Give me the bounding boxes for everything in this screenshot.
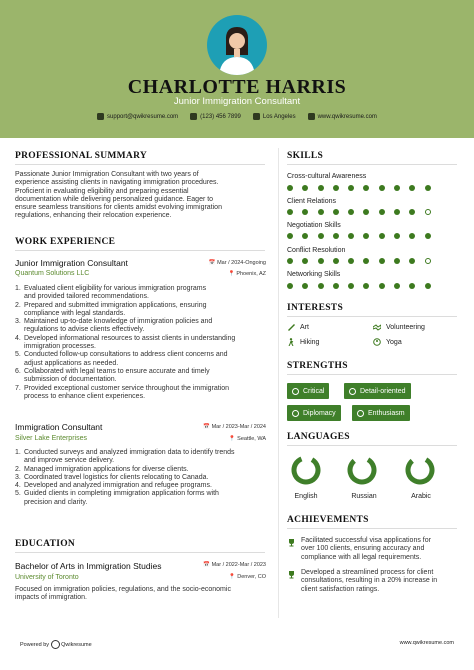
education-heading: EDUCATION [15, 539, 76, 549]
summary-text: Passionate Junior Immigration Consultant with two years of experience assisting clients in navigating immigration procedures. Proficient in evaluating eligibility and preparing essential documentation while delivering personalized guidance. Eager to ensure seamless transitions for clients amidst evolving immigration regulations, enhancing their relocation experience. [15, 171, 222, 220]
skill-dot-filled [379, 233, 385, 239]
experience-heading: WORK EXPERIENCE [15, 237, 116, 247]
list-item: 3. Coordinated travel logistics for clients relocating to Canada. [15, 473, 209, 481]
skill-dot-filled [302, 283, 308, 289]
skill-dot-filled [394, 233, 400, 239]
skill-dot-filled [318, 233, 324, 239]
divider [287, 445, 457, 446]
divider [287, 528, 457, 529]
brand-link[interactable]: Qwikresume [61, 641, 92, 648]
skill-dot-filled [333, 233, 339, 239]
skill-dot-filled [394, 185, 400, 191]
globe-icon [308, 113, 315, 120]
column-divider [278, 148, 279, 618]
interest-art: Art [287, 323, 309, 331]
footer-powered: Powered by Qwikresume [20, 641, 92, 648]
job-company: Silver Lake Enterprises [15, 435, 87, 442]
header-band [0, 0, 474, 138]
strengths-heading: STRENGTHS [287, 361, 348, 371]
qwikresume-logo-icon [51, 640, 60, 649]
skill-dot-filled [333, 283, 339, 289]
skill-dot-filled [409, 283, 415, 289]
language-label: Russian [351, 493, 377, 500]
contact-website[interactable]: www.qwikresume.com [308, 113, 377, 120]
job-location: 📍 Seattle, WA [228, 436, 266, 442]
skill-dot-filled [425, 233, 431, 239]
list-item: 1. Conducted surveys and analyzed immigration data to identify trends and improve service delivery. [15, 449, 235, 465]
skill-dot-empty [425, 209, 431, 215]
skill-dot-filled [379, 185, 385, 191]
job-dates: 📅 Mar / 2023-Mar / 2024 [203, 424, 266, 430]
brush-icon [287, 323, 295, 331]
list-item: 4. Developed and analyzed immigration and refugee programs. [15, 482, 212, 490]
divider [15, 552, 265, 553]
skill-rating [287, 258, 431, 264]
skill-label: Networking Skills [287, 271, 341, 278]
trophy-icon [287, 538, 296, 547]
skill-dot-filled [363, 233, 369, 239]
skill-dot-filled [302, 209, 308, 215]
summary-heading: PROFESSIONAL SUMMARY [15, 151, 148, 161]
strength-chip: Critical [287, 383, 329, 399]
handshake-icon [373, 323, 381, 331]
phone-icon [190, 113, 197, 120]
skill-dot-filled [302, 233, 308, 239]
handshake-icon [292, 410, 299, 417]
skills-heading: SKILLS [287, 151, 324, 161]
job-bullets [15, 285, 277, 401]
strength-chip: Detail-oriented [344, 383, 411, 399]
trophy-icon [287, 570, 296, 579]
skill-dot-filled [394, 283, 400, 289]
skill-dot-filled [287, 258, 293, 264]
skill-dot-filled [348, 233, 354, 239]
skill-dot-filled [302, 258, 308, 264]
interest-hiking: Hiking [287, 338, 319, 346]
job-title: Immigration Consultant [15, 422, 103, 432]
skill-rating [287, 283, 431, 289]
skill-dot-filled [409, 209, 415, 215]
education-desc: Focused on immigration policies, regulations, and the socio-economic impacts of immigration. [15, 586, 231, 602]
language-ring [347, 455, 377, 485]
skill-dot-filled [333, 258, 339, 264]
list-icon [349, 388, 356, 395]
skill-dot-filled [318, 283, 324, 289]
skill-dot-filled [425, 283, 431, 289]
list-item: 5. Guided clients in completing immigration application forms with precision and clarity. [15, 490, 219, 506]
achievement-item: Facilitated successful visa applications for over 100 clients, ensuring accuracy and compliance with all legal requirements. [301, 537, 431, 561]
skill-dot-filled [333, 185, 339, 191]
star-icon [357, 410, 364, 417]
contact-phone[interactable]: (123) 456 7899 [190, 113, 241, 120]
yoga-icon [373, 338, 381, 346]
interest-yoga: Yoga [373, 338, 402, 346]
skill-dot-filled [287, 233, 293, 239]
list-item: 2. Prepared and submitted immigration applications, ensuring compliance with legal standards. [15, 301, 207, 317]
job-bullets [15, 449, 277, 507]
magnifier-icon [292, 388, 299, 395]
skill-rating [287, 209, 431, 215]
job-company: Quantum Solutions LLC [15, 270, 90, 277]
skill-dot-filled [409, 185, 415, 191]
skill-dot-filled [348, 283, 354, 289]
skill-dot-filled [348, 258, 354, 264]
list-item: 5. Conducted follow-up consultations to address client concerns and adjust applications as needed. [15, 351, 228, 367]
languages-heading: LANGUAGES [287, 432, 350, 442]
job-title: Junior Immigration Consultant [15, 258, 128, 268]
skill-label: Cross-cultural Awareness [287, 173, 367, 180]
skill-dot-filled [394, 209, 400, 215]
skill-dot-filled [363, 258, 369, 264]
divider [15, 250, 265, 251]
list-item: 3. Maintained up-to-date knowledge of immigration policies and regulations to advise clients effectively. [15, 318, 213, 334]
list-item: 7. Provided exceptional customer service throughout the immigration process to enhance client experiences. [15, 384, 230, 400]
language-label: Arabic [411, 493, 431, 500]
skill-dot-filled [363, 209, 369, 215]
divider [287, 374, 457, 375]
contact-email[interactable]: support@qwikresume.com [97, 113, 178, 120]
skill-label: Negotiation Skills [287, 222, 341, 229]
skill-dot-filled [363, 185, 369, 191]
strength-chip: Diplomacy [287, 405, 341, 421]
email-icon [97, 113, 104, 120]
skill-dot-filled [363, 283, 369, 289]
skill-dot-filled [318, 258, 324, 264]
profile-photo [207, 15, 267, 75]
skill-dot-filled [287, 283, 293, 289]
job-dates: 📅 Mar / 2024-Ongoing [208, 260, 266, 266]
skill-dot-filled [409, 258, 415, 264]
skill-label: Client Relations [287, 198, 337, 205]
skill-dot-filled [287, 209, 293, 215]
education-location: 📍 Denver, CO [228, 574, 266, 580]
interest-volunteering: Volunteering [373, 323, 425, 331]
skill-dot-filled [302, 185, 308, 191]
skill-dot-filled [425, 185, 431, 191]
list-item: 6. Collaborated with legal teams to ensure accurate and timely submission of documentation. [15, 367, 210, 384]
hiking-icon [287, 338, 295, 346]
footer-url[interactable]: www.qwikresume.com [399, 640, 454, 646]
skill-dot-filled [379, 209, 385, 215]
skill-dot-filled [348, 209, 354, 215]
skill-dot-filled [409, 233, 415, 239]
contact-location: Los Angeles [253, 113, 296, 120]
divider [15, 164, 265, 165]
school: University of Toronto [15, 574, 79, 581]
divider [287, 164, 457, 165]
skill-dot-filled [394, 258, 400, 264]
strength-chip: Enthusiasm [352, 405, 410, 421]
skill-dot-filled [348, 185, 354, 191]
education-dates: 📅 Mar / 2022-Mar / 2023 [203, 562, 266, 568]
language-label: English [294, 493, 318, 500]
candidate-title: Junior Immigration Consultant [173, 96, 301, 107]
language-ring [291, 455, 321, 485]
skill-dot-filled [333, 209, 339, 215]
list-item: 1. Evaluated client eligibility for various immigration programs and provided tailored recommendations. [15, 285, 207, 301]
candidate-name: CHARLOTTE HARRIS [127, 76, 347, 98]
achievements-heading: ACHIEVEMENTS [287, 515, 369, 525]
skill-rating [287, 233, 431, 239]
location-icon [253, 113, 260, 120]
skill-dot-filled [318, 185, 324, 191]
achievement-item: Developed a streamlined process for client consultations, resulting in a 20% increase in client satisfaction ratings. [301, 569, 438, 593]
skill-dot-filled [287, 185, 293, 191]
contact-bar [0, 113, 474, 120]
skill-dot-filled [318, 209, 324, 215]
list-item: 4. Developed informational resources to assist clients in understanding immigration processes. [15, 334, 236, 351]
language-ring [405, 455, 435, 485]
skill-dot-filled [379, 283, 385, 289]
skill-dot-empty [425, 258, 431, 264]
job-location: 📍 Phoenix, AZ [227, 271, 266, 277]
skill-label: Conflict Resolution [287, 247, 346, 254]
divider [287, 316, 457, 317]
interests-heading: INTERESTS [287, 303, 344, 313]
skill-dot-filled [379, 258, 385, 264]
list-item: 2. Managed immigration applications for diverse clients. [15, 465, 189, 473]
skill-rating [287, 185, 431, 191]
degree: Bachelor of Arts in Immigration Studies [15, 561, 162, 571]
